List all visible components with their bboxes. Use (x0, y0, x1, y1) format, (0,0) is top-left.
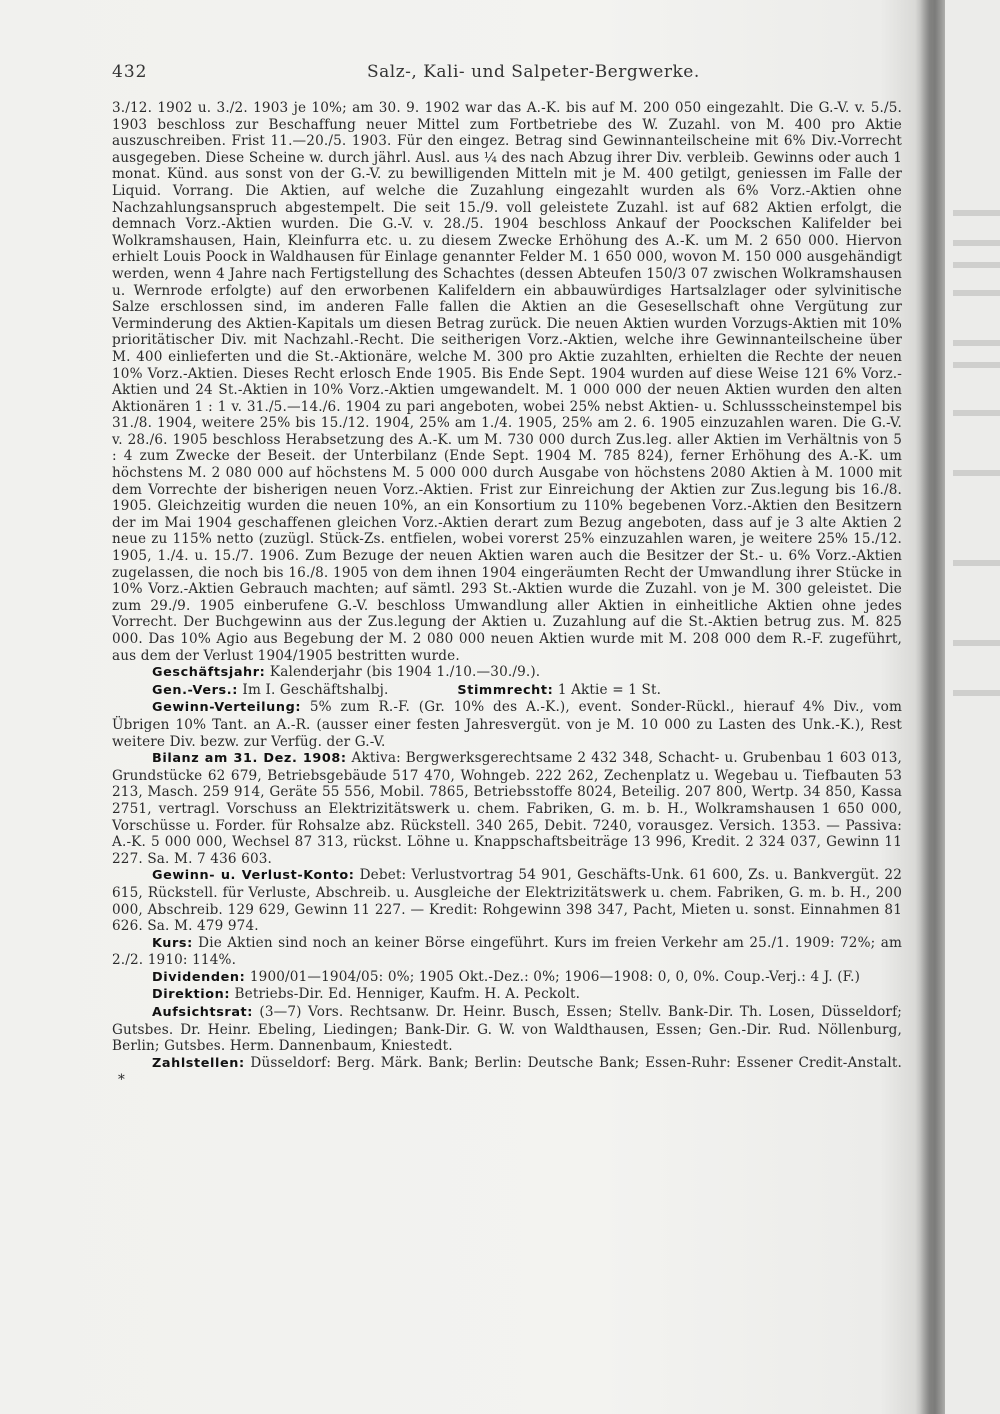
section-label: Kurs: (152, 935, 193, 951)
section-geschaeftsjahr (112, 664, 902, 682)
section-label-stimmrecht: Stimmrecht: (457, 682, 554, 698)
section-text: (3—7) Vors. Rechtsanw. Dr. Heinr. Busch, Essen; Stellv. Bank-Dir. Th. Losen, Düsseldorf; Gutsbes. Dr. Heinr. Ebeling, Liedingen; Bank-Dir. G. W. von Waldthausen, Essen; Gen.-Dir. Rud. Nöllenburg, Berlin; Gutsbes. Herm. Dannenbaum, Kniestedt. (112, 1004, 902, 1055)
section-label: Aufsichtsrat: (152, 1005, 253, 1021)
section-text: Debet: Verlustvortrag 54 901, Geschäfts-Unk. 61 600, Zs. u. Bankvergüt. 22 615, Rückstell. für Verluste, Abschreib. u. Ausgleiche der Elektrizitätswerk u. chem. Fabriken, G. m. b. H., 200 000, Abschreib. 129 629, Gewinn 11 227. — Kredit: Rohgewinn 398 347, Pacht, Mieten u. sonst. Einnahmen 81 626. Sa. M. 479 974. (112, 867, 902, 935)
section-label: Gen.-Vers.: (152, 682, 238, 698)
section-aufsichtsrat (112, 1004, 902, 1055)
section-text: Im I. Geschäftshalbj. (242, 681, 389, 698)
section-text: Kalenderjahr (bis 1904 1./10.—30./9.). (269, 664, 541, 681)
section-gewinn-verteilung (112, 699, 902, 750)
section-text: 1900/01—1904/05: 0%; 1905 Okt.-Dez.: 0%; 1906—1908: 0, 0, 0%. Coup.-Verj.: 4 J. (F.) (249, 968, 861, 985)
section-label: Gewinn- u. Verlust-Konto: (152, 868, 355, 884)
section-direktion (112, 986, 902, 1004)
page-header (112, 62, 912, 86)
section-text: Düsseldorf: Berg. Märk. Bank; Berlin: Deutsche Bank; Essen-Ruhr: Essener Credit-Anstalt. (250, 1054, 902, 1071)
section-label: Direktion: (152, 987, 231, 1003)
section-label: Bilanz am 31. Dez. 1908: (152, 751, 347, 767)
book-fold-shadow (915, 0, 945, 1414)
section-text: Die Aktien sind noch an keiner Börse eingeführt. Kurs im freien Verkehr am 25./1. 1909: 72%; am 2./2. 1910: 114%. (112, 934, 902, 969)
intro-paragraph: 3./12. 1902 u. 3./2. 1903 je 10%; am 30. 9. 1902 war das A.-K. bis auf M. 200 050 eingezahlt. Die G.-V. v. 5./5. 1903 beschloss zur Beschaffung neuer Mittel zum Fortbetriebe des W. Zuzahl. von M. 400 pro Aktie auszuschreiben. Frist 11.—20./5. 1903. Für den eingez. Betrag sind Gewinnanteilscheine mit 6% Div.-Vorrecht ausgegeben. Diese Scheine w. durch jährl. Ausl. aus ¼ des nach Abzug ihrer Div. verbleib. Gewinns oder auch 1 monat. Künd. aus sonst von der G.-V. zu bewilligenden Mitteln mit je M. 400 getilgt, geniessen im Falle der Liquid. Vorrang. Die Aktien, auf welche die Zuzahlung eingezahlt wurden als 6% Vorz.-Aktien ohne Nachzahlungsanspruch abgestempelt. Die seit 15./9. voll geleistete Zuzahl. ist auf 682 Aktien erfolgt, die demnach Vorz.-Aktien wurden. Die G.-V. v. 28./5. 1904 beschloss Ankauf der Poockschen Kalifelder bei Wolkramshausen, Hain, Kleinfurra etc. u. zu diesem Zwecke Erhöhung des A.-K. um M. 2 650 000. Hiervon erhielt Louis Poock in Waldhausen für Einlage genannter Felder M. 1 650 000, wovon M. 150 000 ausgehändigt werden, wenn 4 Jahre nach Fertigstellung des Schachtes (dessen Abteufen 150/3 07 zwischen Wolkramshausen u. Wernrode erfolgte) auf den erworbenen Kalifeldern ein abbauwürdiges Hartsalzlager oder sylvinitische Salze erschlossen sind, im anderen Falle fallen die Aktien an die Gesesellschaft ohne Vergütung zur Verminderung des Aktien-Kapitals um diesen Betrag zurück. Die neuen Aktien wurden Vorzugs-Aktien mit 10% prioritätischer Div. mit Nachzahl.-Recht. Die seitherigen Vorz.-Aktien, welche ihre Gewinnanteilscheine über M. 400 einlieferten und die St.-Aktionäre, welche M. 300 pro Aktie zuzahlten, erhielten die Rechte der neuen 10% Vorz.-Aktien. Dieses Recht erlosch Ende 1905. Bis Ende Sept. 1904 wurden auf diese Weise 121 6% Vorz.-Aktien und 24 St.-Aktien in 10% Vorz.-Aktien umgewandelt. M. 1 000 000 der neuen Aktien wurden den alten Aktionären 1 : 1 v. 31./5.—14./6. 1904 zu pari angeboten, wobei 25% nebst Aktien- u. Schlussscheinstempel bis 31./8. 1904, weitere 25% bis 15./12. 1904, 25% am 1./4. 1905, 25% am 2. 6. 1905 einzuzahlen waren. Die G.-V. v. 28./6. 1905 beschloss Herabsetzung des A.-K. um M. 730 000 durch Zus.leg. aller Aktien im Verhältnis von 5 : 4 zum Zwecke der Beseit. der Unterbilanz (Ende Sept. 1904 M. 785 824), ferner Erhöhung des A.-K. um höchstens M. 2 080 000 auf höchstens M. 5 000 000 durch Ausgabe von höchstens 2080 Aktien à M. 1000 mit dem Vorrechte der bisherigen neuen Vorz.-Aktien. Frist zur Einreichung der Aktien zur Zus.legung bis 16./8. 1905. Gleichzeitig wurden die neuen 10%, an ein Konsortium zu 110% begebenen Vorz.-Aktien den Besitzern der im Mai 1904 geschaffenen gleichen Vorz.-Aktien derart zum Bezug angeboten, dass auf je 3 alte Aktien 2 neue zu 115% netto (zuzügl. Stück-Zs. entfielen, wobei vorerst 25% einzuzahlen waren, je weitere 25% 15./12. 1905, 1./4. u. 15./7. 1906. Zum Bezuge der neuen Aktien waren auch die Besitzer der St.- u. 6% Vorz.-Aktien zugelassen, die noch bis 16./8. 1905 von dem ihnen 1904 eingeräumten Recht der Umwandlung ihrer Stücke in 10% Vorz.-Aktien Gebrauch machten; auf sämtl. 293 St.-Aktien wurde die Zuzahl. von je M. 300 geleistet. Die zum 29./9. 1905 einberufene G.-V. beschloss Umwandlung aller Aktien in einheitliche Aktien ohne jedes Vorrecht. Der Buchgewinn aus der Zus.legung der Aktien u. Zuzahlung auf die St.-Aktien betrug zus. M. 825 000. Das 10% Agio aus Begebung der M. 2 080 000 neuen Aktien wurde mit M. 208 000 dem R.-F. zugeführt, aus dem der Verlust 1904/1905 bestritten wurde. (112, 100, 902, 664)
section-label: Dividenden: (152, 969, 246, 985)
section-gen-vers (112, 682, 902, 700)
section-kurs (112, 935, 902, 969)
section-label: Zahlstellen: (152, 1055, 245, 1071)
page-body (112, 100, 902, 1089)
section-text: 5% zum R.-F. (Gr. 10% des A.-K.), event. Sonder-Rückl., hierauf 4% Div., vom Übrigen 10% Tant. an A.-R. (ausser einer festen Jahresvergüt. von je M. 10 000 zu Lasten des Unk.-K.), Rest weitere Div. bezw. zur Verfüg. der G.-V. (112, 699, 902, 750)
section-bilanz (112, 750, 902, 867)
section-text: Betriebs-Dir. Ed. Henniger, Kaufm. H. A. Peckolt. (234, 986, 581, 1003)
section-label: Geschäftsjahr: (152, 665, 266, 681)
section-zahlstellen (112, 1055, 902, 1089)
section-label: Gewinn-Verteilung: (152, 700, 302, 716)
section-text-stimmrecht: 1 Aktie = 1 St. (557, 681, 662, 698)
running-title: Salz-, Kali- und Salpeter-Bergwerke. (367, 62, 700, 82)
section-dividenden (112, 969, 902, 987)
page-number: 432 (112, 62, 148, 82)
footnote-mark: * (118, 1072, 125, 1089)
section-gewinn-verlust-konto (112, 867, 902, 934)
adjacent-page-edge (945, 0, 1000, 1414)
section-text: Aktiva: Bergwerksgerechtsame 2 432 348, Schacht- u. Grubenbau 1 603 013, Grundstücke 62 679, Betriebsgebäude 517 470, Wohngeb. 222 262, Zechenplatz u. Wegebau u. Tiefbauten 53 213, Masch. 259 914, Geräte 55 556, Mobil. 7865, Betriebsstoffe 8024, Beteilig. 207 800, Wertp. 34 850, Kassa 2751, vertragl. Vorschuss an Elektrizitätswerk u. chem. Fabriken, G. m. b. H., Wolkramshausen 1 650 000, Vorschüsse u. Forder. für Rohsalze abz. Rückstell. 340 265, Debit. 7240, vorausgez. Versich. 1353. — Passiva: A.-K. 5 000 000, Wechsel 87 313, rückst. Löhne u. Knappschaftsbeiträge 13 996, Kredit. 2 324 037, Gewinn 11 227. Sa. M. 7 436 603. (112, 750, 902, 867)
